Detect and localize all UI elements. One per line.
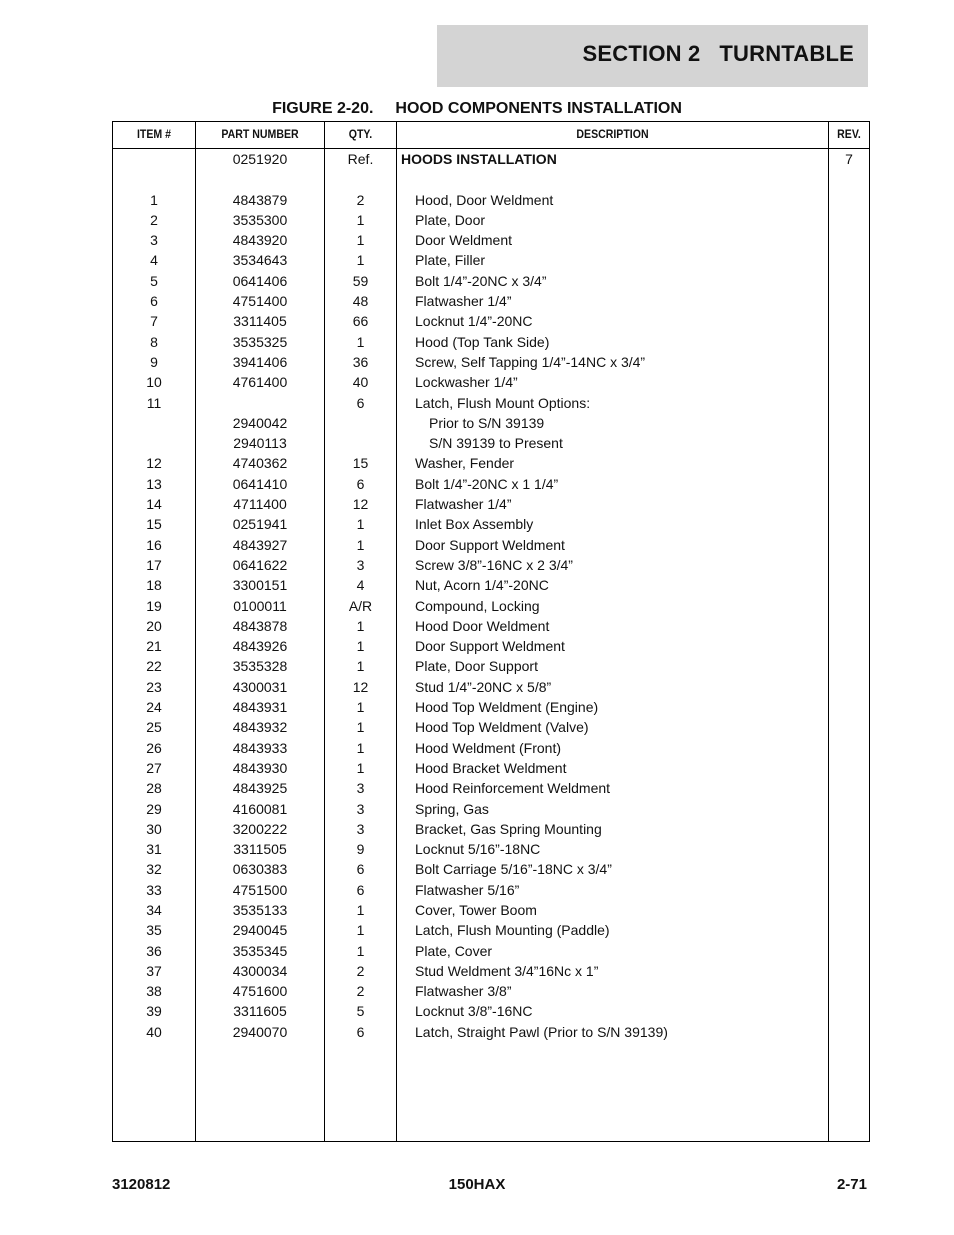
- table-row: [113, 169, 869, 189]
- item-number-cell: 29: [146, 800, 162, 817]
- item-number-cell: 13: [146, 475, 162, 492]
- quantity-cell: 1: [356, 759, 365, 776]
- quantity-cell: 1: [356, 901, 365, 918]
- table-row: [113, 372, 869, 392]
- table-row: [113, 738, 869, 758]
- part-number-cell: 3941406: [232, 353, 288, 370]
- part-number-cell: 4751400: [232, 293, 288, 310]
- table-row: [113, 393, 869, 413]
- table-row: [113, 941, 869, 961]
- quantity-cell: 3: [356, 556, 365, 573]
- table-row: [113, 819, 869, 839]
- item-number-cell: 40: [146, 1023, 162, 1040]
- description-cell: Inlet Box Assembly: [415, 516, 534, 533]
- quantity-cell: 1: [356, 719, 365, 736]
- part-number-cell: 4843930: [232, 759, 288, 776]
- part-number-cell: 4843878: [232, 617, 288, 634]
- item-number-cell: 17: [146, 556, 162, 573]
- table-row: [113, 900, 869, 920]
- description-cell: Prior to S/N 39139: [429, 414, 545, 431]
- quantity-cell: Ref.: [347, 151, 374, 167]
- description-cell: Door Weldment: [415, 232, 513, 249]
- quantity-cell: 2: [356, 983, 365, 1000]
- quantity-cell: 6: [356, 1023, 365, 1040]
- part-number-cell: 2940070: [232, 1023, 288, 1040]
- description-cell: Spring, Gas: [415, 800, 489, 817]
- item-number-cell: 16: [146, 536, 162, 553]
- table-row: [113, 250, 869, 270]
- description-cell: Bolt Carriage 5/16”-18NC x 3/4”: [415, 861, 612, 878]
- table-row: [113, 474, 869, 494]
- description-cell: Flatwasher 1/4”: [415, 496, 512, 513]
- description-cell: Locknut 1/4”-20NC: [415, 313, 533, 330]
- part-number-cell: 4740362: [232, 455, 288, 472]
- part-number-cell: 3534643: [232, 252, 288, 269]
- table-row: [113, 271, 869, 291]
- item-number-cell: 5: [150, 272, 158, 289]
- quantity-cell: 5: [356, 1003, 365, 1020]
- item-number-cell: 25: [146, 719, 162, 736]
- part-number-cell: 4843932: [232, 719, 288, 736]
- item-number-cell: 12: [146, 455, 162, 472]
- part-number-cell: 3535345: [232, 942, 288, 959]
- quantity-cell: 9: [356, 841, 365, 858]
- item-number-cell: 6: [150, 293, 158, 310]
- item-number-cell: 24: [146, 699, 162, 716]
- table-row: [113, 717, 869, 737]
- item-number-cell: 10: [146, 374, 162, 391]
- item-number-cell: 22: [146, 658, 162, 675]
- part-number-cell: 3200222: [232, 820, 288, 837]
- item-number-cell: 3: [150, 232, 158, 249]
- description-cell: Plate, Door Support: [415, 658, 538, 675]
- table-row: [113, 859, 869, 879]
- section-title: SECTION 2 TURNTABLE: [582, 41, 854, 66]
- description-cell: Locknut 3/8”-16NC: [415, 1003, 533, 1020]
- table-row: [113, 291, 869, 311]
- item-number-cell: 28: [146, 780, 162, 797]
- item-number-cell: 36: [146, 942, 162, 959]
- part-number-cell: 4751600: [232, 983, 288, 1000]
- description-cell: Hood Door Weldment: [415, 617, 550, 634]
- parts-table: [112, 121, 870, 1142]
- item-number-cell: 18: [146, 577, 162, 594]
- quantity-cell: 1: [356, 617, 365, 634]
- description-cell: Flatwasher 3/8”: [415, 983, 512, 1000]
- table-row: [113, 656, 869, 676]
- item-number-cell: 34: [146, 901, 162, 918]
- quantity-cell: 1: [356, 536, 365, 553]
- part-number-cell: 3535328: [232, 658, 288, 675]
- table-row: [113, 535, 869, 555]
- part-number-cell: 3311405: [233, 313, 287, 330]
- part-number-cell: 0630383: [232, 861, 288, 878]
- table-row: [113, 555, 869, 575]
- item-number-cell: 9: [150, 353, 158, 370]
- part-number-cell: 3311505: [233, 841, 287, 858]
- part-number-cell: 0641406: [232, 272, 288, 289]
- part-number-cell: 4843927: [232, 536, 288, 553]
- footer-page-number: 2-71: [836, 1176, 867, 1193]
- description-cell: Nut, Acorn 1/4”-20NC: [415, 577, 549, 594]
- quantity-cell: 1: [356, 699, 365, 716]
- part-number-cell: 4843933: [232, 739, 288, 756]
- table-row: [113, 799, 869, 819]
- part-number-cell: 4300034: [232, 962, 288, 979]
- item-number-cell: 4: [150, 252, 158, 269]
- table-row: [113, 1001, 869, 1021]
- quantity-cell: 40: [352, 374, 369, 391]
- item-number-cell: 31: [146, 841, 162, 858]
- quantity-cell: 3: [356, 800, 365, 817]
- item-number-cell: 2: [150, 211, 158, 228]
- table-row: [113, 230, 869, 250]
- description-cell: Stud Weldment 3/4”16Nc x 1”: [415, 962, 599, 979]
- quantity-cell: 1: [356, 638, 365, 655]
- description-cell: Screw 3/8”-16NC x 2 3/4”: [415, 556, 573, 573]
- table-row: [113, 190, 869, 210]
- quantity-cell: 1: [356, 516, 365, 533]
- table-row: [113, 616, 869, 636]
- description-cell: Door Support Weldment: [415, 536, 565, 553]
- part-number-cell: 4843925: [232, 780, 288, 797]
- quantity-cell: 2: [356, 191, 365, 208]
- part-number-cell: 2940042: [232, 414, 288, 431]
- table-row: [113, 575, 869, 595]
- description-cell: Hood Weldment (Front): [415, 739, 562, 756]
- quantity-cell: 48: [352, 293, 369, 310]
- part-number-cell: 4761400: [232, 374, 288, 391]
- footer-doc-number: 3120812: [112, 1176, 171, 1193]
- quantity-cell: A/R: [348, 597, 373, 614]
- description-cell: Plate, Filler: [415, 252, 486, 269]
- description-cell: Hood Top Weldment (Valve): [415, 719, 589, 736]
- item-number-cell: 38: [146, 983, 162, 1000]
- table-row: [113, 453, 869, 473]
- table-row: [113, 149, 869, 169]
- quantity-cell: 2: [356, 962, 365, 979]
- quantity-cell: 1: [356, 922, 365, 939]
- quantity-cell: 66: [352, 313, 369, 330]
- description-cell: Flatwasher 5/16”: [415, 881, 520, 898]
- table-row: [113, 920, 869, 940]
- description-cell: HOODS INSTALLATION: [401, 151, 557, 167]
- figure-caption: [0, 100, 954, 118]
- description-cell: Bolt 1/4”-20NC x 3/4”: [415, 272, 547, 289]
- part-number-cell: 3535325: [232, 333, 288, 350]
- description-cell: Locknut 5/16”-18NC: [415, 841, 541, 858]
- table-row: [113, 961, 869, 981]
- quantity-cell: 4: [356, 577, 365, 594]
- description-cell: Compound, Locking: [415, 597, 540, 614]
- part-number-cell: 3535133: [232, 901, 288, 918]
- description-cell: Bolt 1/4”-20NC x 1 1/4”: [415, 475, 559, 492]
- description-cell: Hood Top Weldment (Engine): [415, 699, 599, 716]
- item-number-cell: 23: [146, 678, 162, 695]
- footer-model: 150HAX: [448, 1176, 506, 1193]
- quantity-cell: 1: [356, 211, 365, 228]
- description-cell: Hood Bracket Weldment: [415, 759, 567, 776]
- quantity-cell: 6: [356, 861, 365, 878]
- description-cell: S/N 39139 to Present: [429, 435, 563, 452]
- description-cell: Latch, Flush Mounting (Paddle): [415, 922, 610, 939]
- table-row: [113, 1022, 869, 1042]
- quantity-cell: 1: [356, 739, 365, 756]
- part-number-cell: 0251920: [232, 151, 288, 167]
- quantity-cell: 1: [356, 942, 365, 959]
- table-row: [113, 210, 869, 230]
- description-cell: Washer, Fender: [415, 455, 515, 472]
- item-number-cell: 39: [146, 1003, 162, 1020]
- column-header-part-number: PART NUMBER: [221, 127, 299, 141]
- item-number-cell: 35: [146, 922, 162, 939]
- quantity-cell: 3: [356, 780, 365, 797]
- quantity-cell: 59: [352, 272, 369, 289]
- quantity-cell: 1: [356, 658, 365, 675]
- item-number-cell: 32: [146, 861, 162, 878]
- description-cell: Hood, Door Weldment: [415, 191, 554, 208]
- part-number-cell: 4711400: [233, 496, 287, 513]
- section-header-band: [437, 25, 868, 87]
- quantity-cell: 15: [352, 455, 369, 472]
- table-row: [113, 514, 869, 534]
- part-number-cell: 4751500: [232, 881, 288, 898]
- description-cell: Cover, Tower Boom: [415, 901, 537, 918]
- part-number-cell: 3300151: [232, 577, 288, 594]
- table-row: [113, 332, 869, 352]
- quantity-cell: 1: [356, 333, 365, 350]
- part-number-cell: 0100011: [233, 597, 287, 614]
- table-row: [113, 636, 869, 656]
- description-cell: Bracket, Gas Spring Mounting: [415, 820, 602, 837]
- table-header-row: [113, 122, 869, 149]
- quantity-cell: 36: [352, 353, 369, 370]
- quantity-cell: 6: [356, 881, 365, 898]
- item-number-cell: 30: [146, 820, 162, 837]
- part-number-cell: 4300031: [232, 678, 288, 695]
- item-number-cell: 27: [146, 759, 162, 776]
- item-number-cell: 8: [150, 333, 158, 350]
- item-number-cell: 14: [146, 496, 162, 513]
- part-number-cell: 0641410: [232, 475, 288, 492]
- table-row: [113, 494, 869, 514]
- table-row: [113, 839, 869, 859]
- part-number-cell: 2940045: [232, 922, 288, 939]
- description-cell: Plate, Door: [415, 211, 486, 228]
- description-cell: Door Support Weldment: [415, 638, 565, 655]
- table-row: [113, 778, 869, 798]
- figure-title: HOOD COMPONENTS INSTALLATION: [395, 100, 682, 117]
- part-number-cell: 3311605: [233, 1003, 287, 1020]
- item-number-cell: 11: [146, 394, 162, 411]
- description-cell: Latch, Flush Mount Options:: [415, 394, 591, 411]
- item-number-cell: 1: [150, 191, 158, 208]
- quantity-cell: 12: [352, 496, 369, 513]
- column-header-qty: QTY.: [348, 127, 373, 141]
- quantity-cell: 1: [356, 232, 365, 249]
- figure-number: FIGURE 2-20.: [272, 100, 374, 117]
- table-row: [113, 352, 869, 372]
- quantity-cell: 12: [352, 678, 369, 695]
- table-row: [113, 311, 869, 331]
- description-cell: Plate, Cover: [415, 942, 493, 959]
- description-cell: Hood (Top Tank Side): [415, 333, 550, 350]
- quantity-cell: 3: [356, 820, 365, 837]
- part-number-cell: 0251941: [232, 516, 288, 533]
- revision-cell: 7: [845, 151, 853, 167]
- part-number-cell: 4160081: [232, 800, 288, 817]
- item-number-cell: 26: [146, 739, 162, 756]
- description-cell: Lockwasher 1/4”: [415, 374, 518, 391]
- part-number-cell: 4843931: [232, 699, 288, 716]
- description-cell: Latch, Straight Pawl (Prior to S/N 39139): [415, 1023, 668, 1040]
- item-number-cell: 7: [150, 313, 158, 330]
- table-row: [113, 981, 869, 1001]
- part-number-cell: 3535300: [232, 211, 288, 228]
- part-number-cell: 0641622: [232, 556, 288, 573]
- description-cell: Stud 1/4”-20NC x 5/8”: [415, 678, 552, 695]
- item-number-cell: 19: [146, 597, 162, 614]
- item-number-cell: 15: [146, 516, 162, 533]
- table-row: [113, 596, 869, 616]
- part-number-cell: 4843926: [232, 638, 288, 655]
- table-row: [113, 697, 869, 717]
- column-header-rev: REV.: [837, 127, 861, 141]
- table-body: [113, 149, 869, 1042]
- quantity-cell: 1: [356, 252, 365, 269]
- part-number-cell: 4843879: [232, 191, 288, 208]
- item-number-cell: 20: [146, 617, 162, 634]
- description-cell: Screw, Self Tapping 1/4”-14NC x 3/4”: [415, 353, 646, 370]
- quantity-cell: 6: [356, 475, 365, 492]
- table-row: [113, 677, 869, 697]
- part-number-cell: 2940113: [233, 435, 287, 452]
- table-row: [113, 758, 869, 778]
- description-cell: Flatwasher 1/4”: [415, 293, 512, 310]
- quantity-cell: 6: [356, 394, 365, 411]
- part-number-cell: 4843920: [232, 232, 288, 249]
- item-number-cell: 21: [146, 638, 162, 655]
- item-number-cell: 33: [146, 881, 162, 898]
- table-row: [113, 880, 869, 900]
- column-header-item: ITEM #: [136, 127, 172, 141]
- table-row: [113, 433, 869, 453]
- column-header-description: DESCRIPTION: [576, 127, 649, 141]
- item-number-cell: 37: [146, 962, 162, 979]
- description-cell: Hood Reinforcement Weldment: [415, 780, 611, 797]
- table-row: [113, 413, 869, 433]
